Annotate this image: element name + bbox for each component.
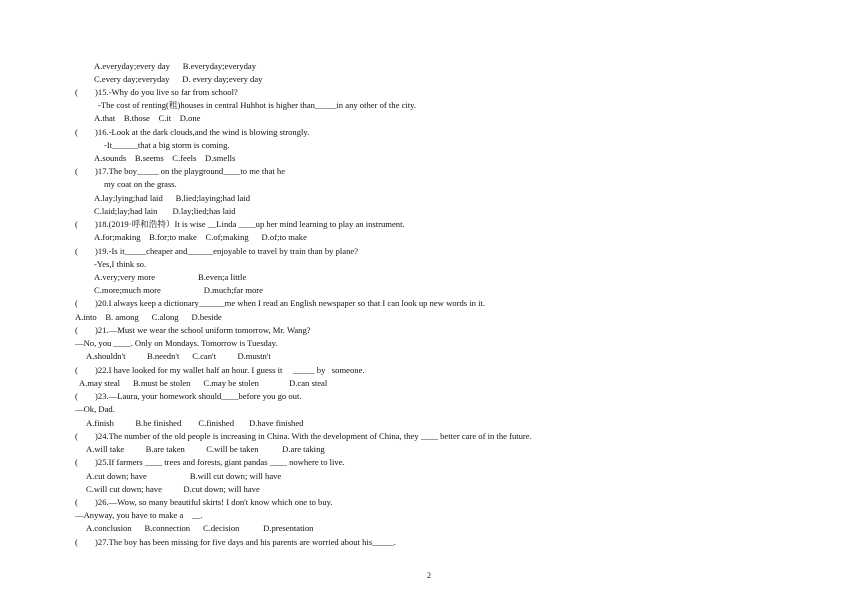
question-21: ( )21.—Must we wear the school uniform tomorrow, Mr. Wang?	[75, 325, 311, 335]
question-26-text: —Anyway, you have to make a __.	[75, 510, 203, 520]
question-19: ( )19.-Is it_____cheaper and______enjoyable to travel by train than by plane?	[75, 246, 359, 256]
option-line: C.every day;everyday D. every day;every day	[94, 74, 263, 84]
question-16: ( )16.-Look at the dark clouds,and the wind is blowing strongly.	[75, 127, 310, 137]
option-line: A.into B. among C.along D.beside	[75, 312, 222, 322]
option-line: C.more;much more D.much;far more	[94, 285, 263, 295]
option-line: A.conclusion B.connection C.decision D.presentation	[86, 523, 314, 533]
question-22: ( )22.I have looked for my wallet half an hour. I guess it _____ by someone.	[75, 365, 365, 375]
question-27: ( )27.The boy has been missing for five days and his parents are worried about his_____.	[75, 537, 396, 547]
option-line: A.will take B.are taken C.will be taken D.are taking	[86, 444, 325, 454]
question-18: ( )18.(2019·呼和浩特）It is wise __Linda ____up her mind learning to play an instrument.	[75, 219, 405, 229]
option-line: A.may steal B.must be stolen C.may be stolen D.can steal	[79, 378, 328, 388]
question-23: ( )23.—Laura, your homework should____before you go out.	[75, 391, 302, 401]
option-line: A.sounds B.seems C.feels D.smells	[94, 153, 236, 163]
option-line: A.lay;lying;had laid B.lied;laying;had laid	[94, 193, 251, 203]
question-21-text: —No, you ____. Only on Mondays. Tomorrow is Tuesday.	[75, 338, 278, 348]
question-25: ( )25.If farmers ____ trees and forests, giant pandas ____ nowhere to live.	[75, 457, 345, 467]
question-19-text: -Yes,I think so.	[94, 259, 147, 269]
question-20: ( )20.I always keep a dictionary______me when I read an English newspaper so that I can look up new words in it.	[75, 298, 486, 308]
question-26: ( )26.—Wow, so many beautiful skirts! I don't know which one to buy.	[75, 497, 333, 507]
question-15-text: -The cost of renting(租)houses in central Huhhot is higher than_____in any other of the city.	[98, 100, 417, 110]
option-line: A.very;very more B.even;a little	[94, 272, 247, 282]
question-24: ( )24.The number of the old people is increasing in China. With the development of China, they ____ better care of in the future.	[75, 431, 532, 441]
question-17: ( )17.The boy_____ on the playground____to me that he	[75, 166, 286, 176]
option-line: A.everyday;every day B.everyday;everyday	[94, 61, 257, 71]
question-17-text: my coat on the grass.	[104, 179, 177, 189]
option-line: A.shouldn't B.needn't C.can't D.mustn't	[86, 351, 271, 361]
option-line: C.will cut down; have D.cut down; will have	[86, 484, 260, 494]
question-16-text: -It______that a big storm is coming.	[104, 140, 230, 150]
question-23-text: —Ok, Dad.	[75, 404, 115, 414]
option-line: A.that B.those C.it D.one	[94, 113, 201, 123]
option-line: A.cut down; have B.will cut down; will have	[86, 471, 282, 481]
question-15: ( )15.-Why do you live so far from school?	[75, 87, 238, 97]
option-line: C.laid;lay;had lain D.lay;lied;has laid	[94, 206, 236, 216]
option-line: A.for;making B.for;to make C.of;making D.of;to make	[94, 232, 307, 242]
option-line: A.finish B.be finished C.finished D.have finished	[86, 418, 304, 428]
page-number: 2	[427, 571, 431, 580]
